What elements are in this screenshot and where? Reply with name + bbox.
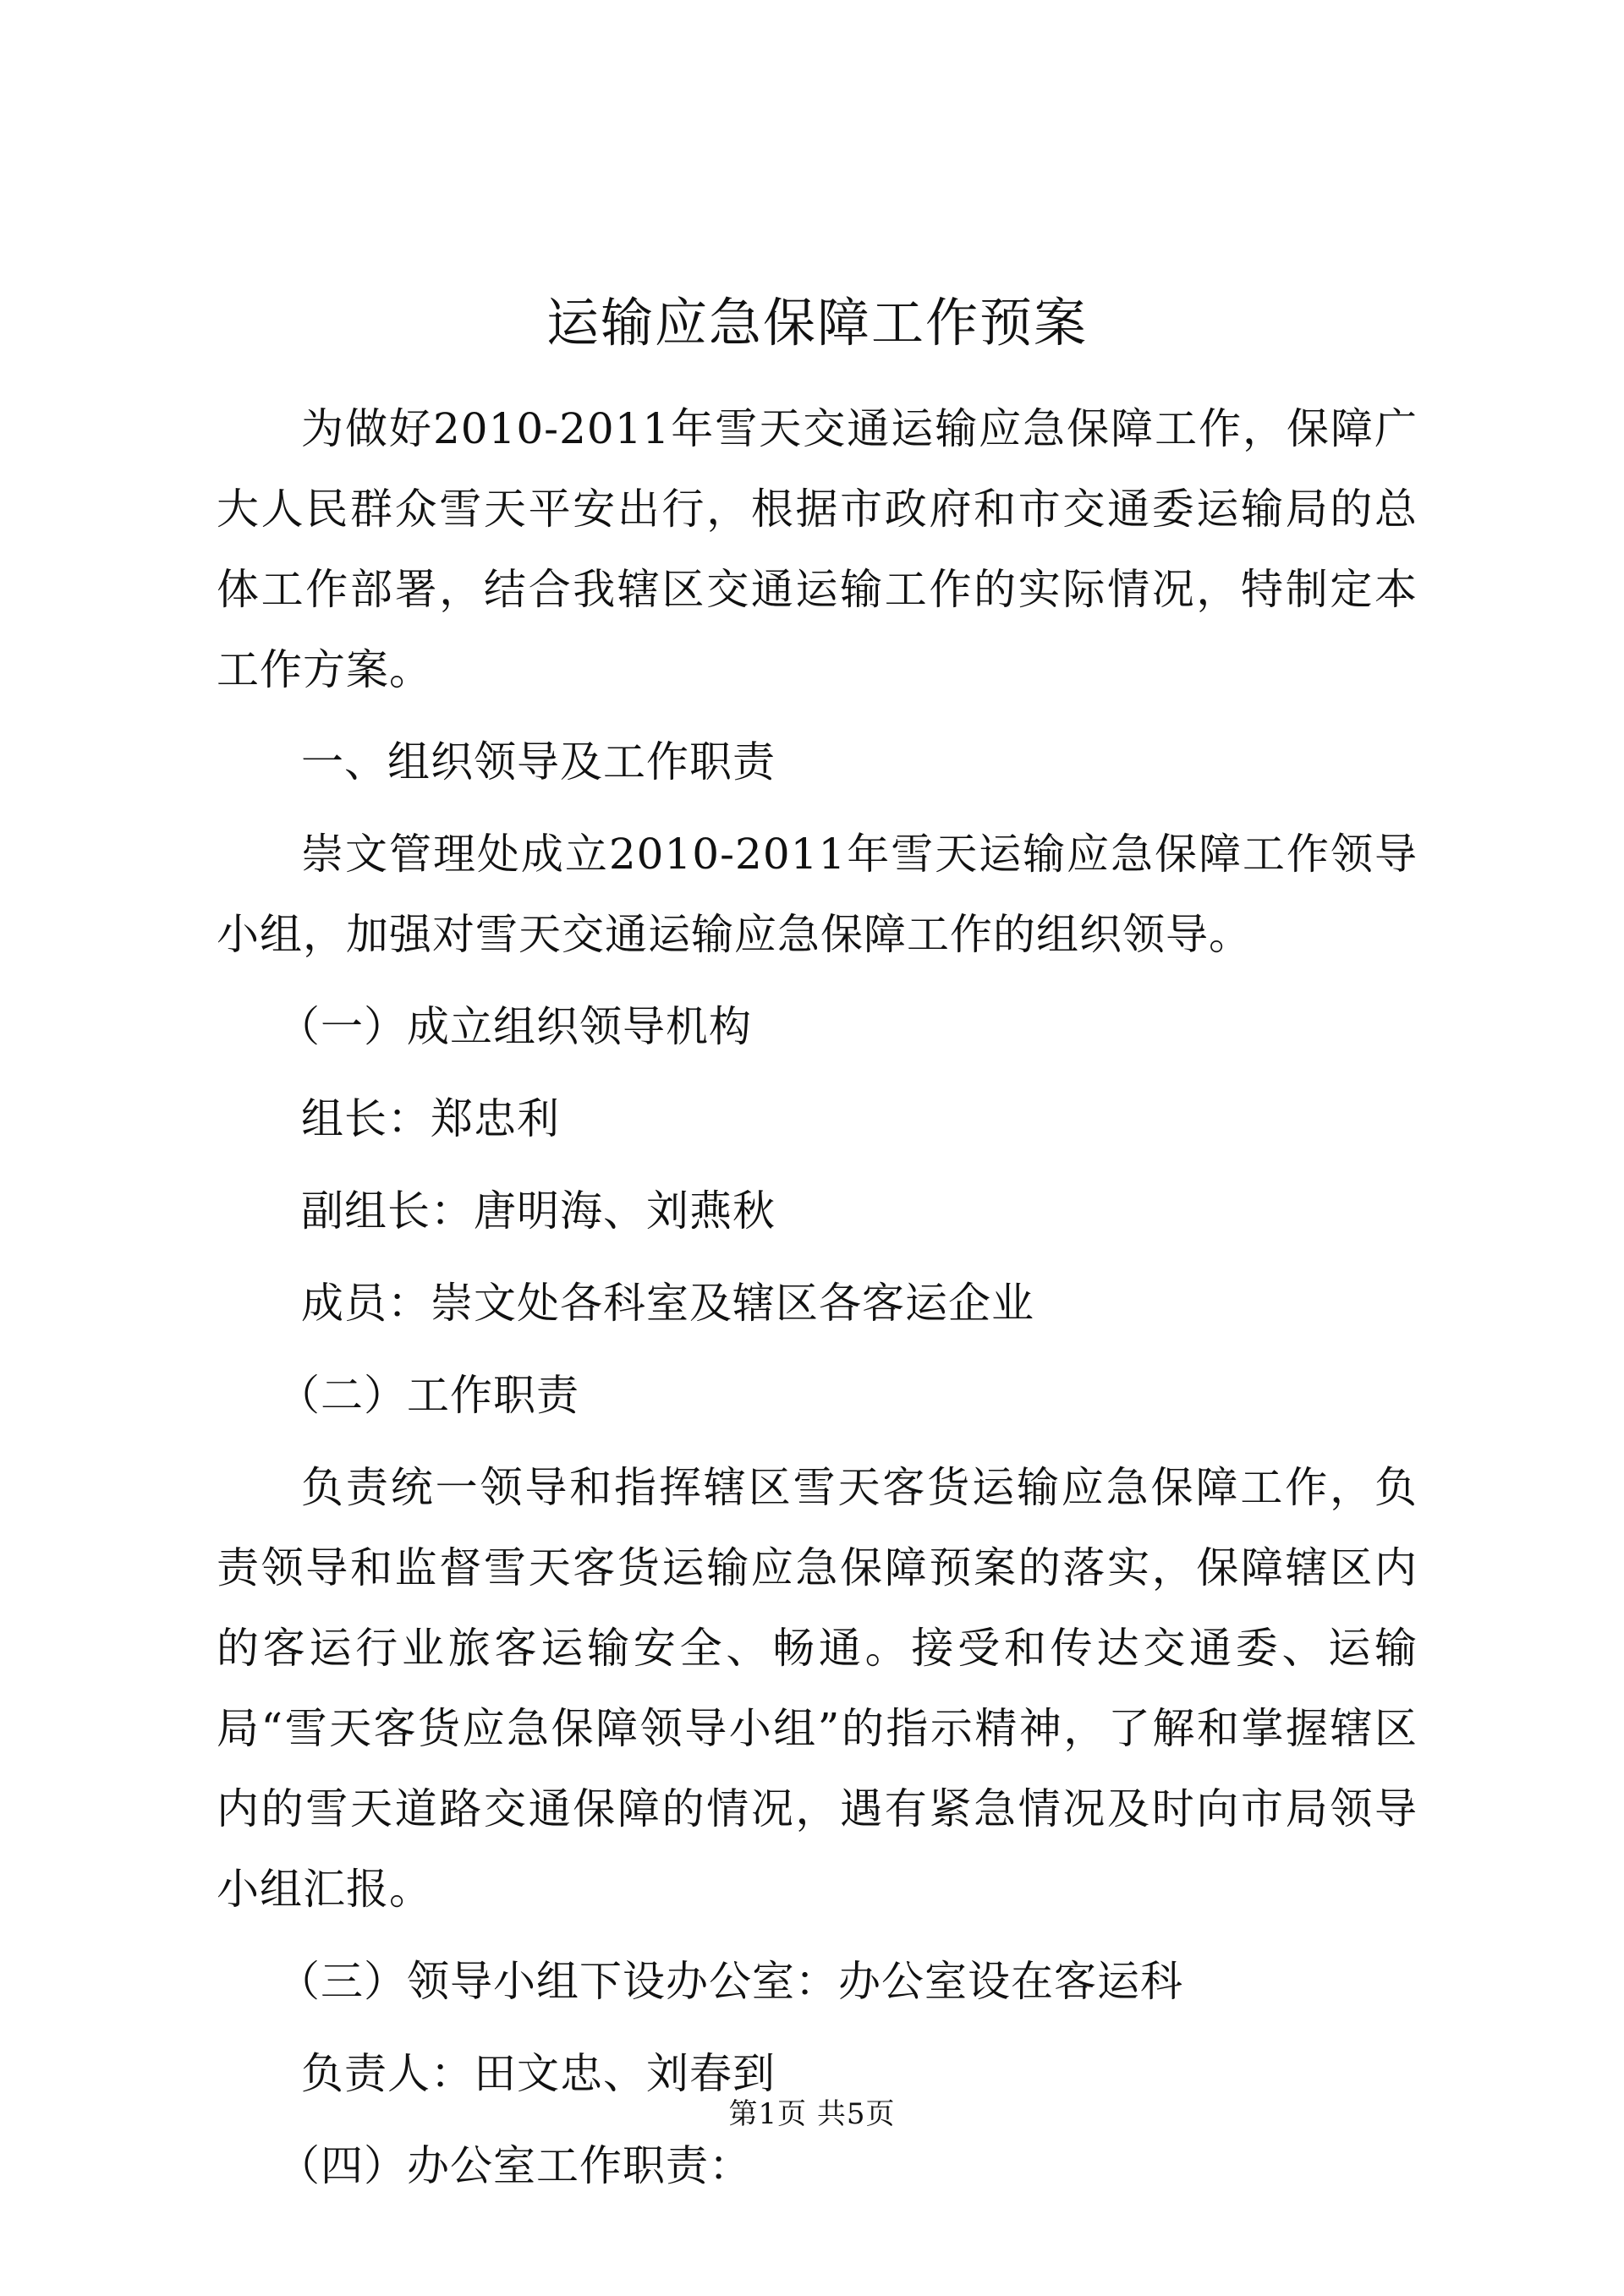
- duties-paragraph: 负责统一领导和指挥辖区雪天客货运输应急保障工作，负责领导和监督雪天客货运输应急保障预案的落实，保障辖区内的客运行业旅客运输安全、畅通。接受和传达交通委、运输局“雪天客货应急保障领导小组”的指示精神，了解和掌握辖区内的雪天道路交通保障的情况，遇有紧急情况及时向市局领导小组汇报。: [217, 1463, 1418, 1914]
- page-number-footer: 第1页 共5页: [728, 2097, 896, 2131]
- section-heading-organization: 一、组织领导及工作职责: [301, 737, 776, 786]
- document-body: [217, 288, 1418, 2218]
- subsection-heading-4: （四）办公室工作职责：: [277, 2141, 752, 2190]
- document-title: 运输应急保障工作预案: [546, 292, 1088, 353]
- subsection-heading-1: （一）成立组织领导机构: [277, 1002, 752, 1051]
- intro-paragraph: 为做好2010-2011年雪天交通运输应急保障工作，保障广大人民群众雪天平安出行，根据市政府和市交通委运输局的总体工作部署，结合我辖区交通运输工作的实际情况，特制定本工作方案。: [217, 404, 1418, 694]
- subsection-heading-2: （二）工作职责: [277, 1371, 579, 1420]
- group-leader-line: 组长：郑忠利: [301, 1094, 560, 1143]
- leadership-group-paragraph: 崇文管理处成立2010-2011年雪天运输应急保障工作领导小组，加强对雪天交通运输应急保障工作的组织领导。: [217, 830, 1418, 959]
- subsection-heading-3: （三）领导小组下设办公室：办公室设在客运科: [277, 1957, 1183, 2006]
- responsible-person-line: 负责人：田文忠、刘春到: [301, 2049, 776, 2098]
- members-line: 成员：崇文处各科室及辖区各客运企业: [301, 1279, 1034, 1328]
- deputy-leader-line: 副组长：唐明海、刘燕秋: [301, 1186, 776, 1236]
